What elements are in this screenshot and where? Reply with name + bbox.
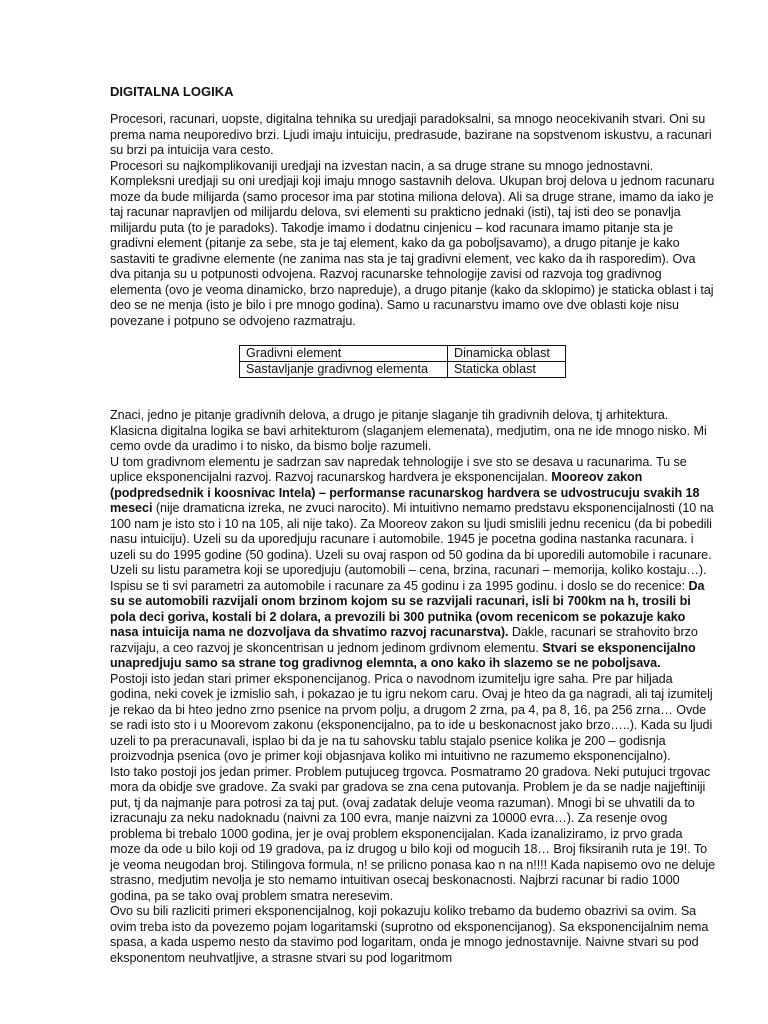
text-run: Procesori su najkomplikovaniji uredjaji na izvestan nacin, a sa druge strane su mnogo jednostavni. Kompleksni uredjaji su oni uredjaji koji imaju mnogo sastavnih delova. Ukupan broj delova u jednom racunaru moze da bude milijarda (samo procesor ima par stotina miliona delova). Ali sa druge strane, imamo da iako je taj racunar napravljen od milijardu delova, svi elementi su prakticno jednaki (isti), taj isti deo se ponavlja milijardu puta (to je paradoks). Takodje imamo i dodatnu cinjenicu – kod racunara imamo pitanje sta je gradivni element (pitanje za sebe, sta je taj element, kako da ga poboljsavamo), a drugo pitanje je kako sastaviti te gradivne elemente (ne zanima nas sta je taj gradivni element, vec kako da ih rasporedim). Ova dva pitanja su u potpunosti odvojena. Razvoj racunarske tehnologije zavisi od razvoja tog gradivnog elementa (ovo je veoma dinamicko, brzo napreduje), a drugo pitanje (kako da sklopimo) je staticka oblast i taj deo se ne menja (isto je bilo i pre mnogo godina). Samo u racunarstvu imamo ove dve oblasti koje nisu povezane i potpuno se odvojeno razmatraju.: [110, 158, 715, 328]
table-row: [240, 362, 566, 378]
paragraph: [110, 455, 716, 672]
bold-text: Mooreov zakon (podpredsednik i koosnivac Intela) – performanse racunarskog hardvera se udvostrucuju svakih 18 meseci: [110, 470, 700, 515]
table-row: [240, 346, 566, 362]
paragraph: [110, 408, 716, 455]
table-cell: Gradivni element: [240, 346, 448, 362]
body-section: [110, 408, 716, 966]
paragraph: [110, 904, 716, 966]
table-cell: Sastavljanje gradivnog elementa: [240, 362, 448, 378]
summary-table: [239, 345, 566, 378]
text-run: Dakle, racunari se strahovito brzo razvijaju, a ceo razvoj je skoncentrisan u jednom jedinom grdivnom elementu.: [110, 625, 698, 655]
text-run: (nije dramaticna izreka, ne zvuci narocito). Mi intuitivno nemamo predstavu eksponencijalnosti (10 na 100 nam je isto sto i 10 na 105, ali nije tako). Za Mooreov zakon su ljudi smislili jednu recenicu (da bi pobedili nasu intuiciju). Uzeli su da uporedjuju racunare i automobile. 1945 je pocetna godina nastanka racunara. i uzeli su do 1995 godine (50 godina). Uzeli su ovaj raspon od 50 godina da bi uporedili automobile i racunare. Uzeli su listu parametra koji se uporedjuju (automobili – cena, brzina, racunari – memorija, koliko kostaju…). Ispisu se ti svi parametri za automobile i racunare za 45 godinu i za 1995 godinu. i doslo se do recenice:: [110, 501, 714, 593]
table-cell: Staticka oblast: [448, 362, 566, 378]
text-run: Postoji isto jedan stari primer eksponencijanog. Prica o navodnom izumitelju igre saha. Pre par hiljada godina, neki covek je izmislio sah, i pokazao je tu igru nekom caru. Ovaj je hteo da ga nagradi, ali taj izumitelj je rekao da bi hteo jedno zrno psenice na prvom polju, a drugom 2 zrna, pa 4, pa 8, 16, pa 256 zrna… Ovde se radi isto sto i u Moorevom zakonu (eksponencijalno, pa to ide u beskonacnost jako brzo…..). Kada su ljudi uzeli to pa preracunavali, isplao bi da je na tu sahovsku tablu stajalo psenice kolika je 200 – godisnja proizvodnja psenica (ovo je primer koji objasnjava koliko mi intuitivno ne razumemo eksponencijalno).: [110, 671, 713, 763]
paragraph: [110, 112, 716, 159]
paragraph: [110, 672, 716, 765]
text-run: Znaci, jedno je pitanje gradivnih delova, a drugo je pitanje slaganje tih gradivnih delova, tj arhitektura. Klasicna digitalna logika se bavi arhitekturom (slaganjem elemenata), medjutim, ona ne ide mnogo nisko. Mi cemo ovde da uradimo i to nisko, da bismo bolje razumeli.: [110, 408, 707, 453]
text-run: Procesori, racunari, uopste, digitalna tehnika su uredjaji paradoksalni, sa mnogo neocekivanih stvari. Oni su prema nama neuporedivo brzi. Ljudi imaju intuiciju, predrasude, bazirane na sopstvenom iskustvu, a racunari su brzi pa intuicija vara cesto.: [110, 112, 712, 157]
text-run: Ovo su bili razliciti primeri eksponencijalnog, koji pokazuju koliko trebamo da budemo obazrivi sa ovim. Sa ovim treba isto da povezemo pojam logaritamski (suprotno od eksponencijanog). Sa eksponencijalnim nema spasa, a kada uspemo nesto da stavimo pod logaritam, onda je mnogo jednostavnije. Naivne stvari su pod eksponentom neuhvatljive, a strasne stvari su pod logaritmom: [110, 904, 709, 965]
bold-text: Da su se automobili razvijali onom brzinom kojom su se razvijali racunari, isli bi 700km na h, trosili bi pola deci goriva, kostali bi 2 dolara, a prevozili bi 300 putnika (ovom recenicom se pokazuje kako nasa intuicija nama ne dozvoljava da shvatimo razvoj racunarstva).: [110, 578, 705, 639]
table-cell: Dinamicka oblast: [448, 346, 566, 362]
paragraph: [110, 159, 716, 330]
paragraph: [110, 765, 716, 905]
bold-text: Stvari se eksponencijalno unapredjuju samo sa strane tog gradivnog elemnta, a ono kako ih slazemo se ne poboljsava.: [110, 640, 696, 670]
document-title: DIGITALNA LOGIKA: [110, 84, 234, 99]
text-run: U tom gradivnom elementu je sadrzan sav napredak tehnologije i sve sto se desava u racunarima. Tu se uplice eksponencijalni razvoj. Razvoj racunarskog hardvera je eksponencijalan.: [110, 454, 687, 484]
intro-section: [110, 112, 716, 329]
text-run: Isto tako postoji jos jedan primer. Problem putujuceg trgovca. Posmatramo 20 gradova. Neki putujuci trgovac mora da obidje sve gradove. Za svaki par gradova se zna cena putovanja. Problem je da se nadje najjeftiniji put, tj da najmanje para potrosi za taj put. (ovaj zadatak deluje veoma razuman). Mnogi bi se uhvatili da to izracunaju za neku nadoknadu (naivni za 100 evra, manje naizvni za 10000 evra…). Za resenje ovog problema bi trebalo 1000 godina, jer je ovaj problem eksponencijalan. Kada izanaliziramo, iz prvo grada moze da ode u bilo koji od 19 gradova, pa iz drugog u bilo koji od mogucih 18… Broj fiksiranih ruta je 19!. To je veoma neugodan broj. Stilingova formula, n! se prilicno ponasa kao n na n!!!! Kada napisemo ovo ne deluje strasno, medjutim nevolja je sto nemamo intuitivan osecaj beskonacnosti. Najbrzi racunar bi radio 1000 godina, pa se tako ovaj problem smatra neresevim.: [110, 764, 716, 903]
